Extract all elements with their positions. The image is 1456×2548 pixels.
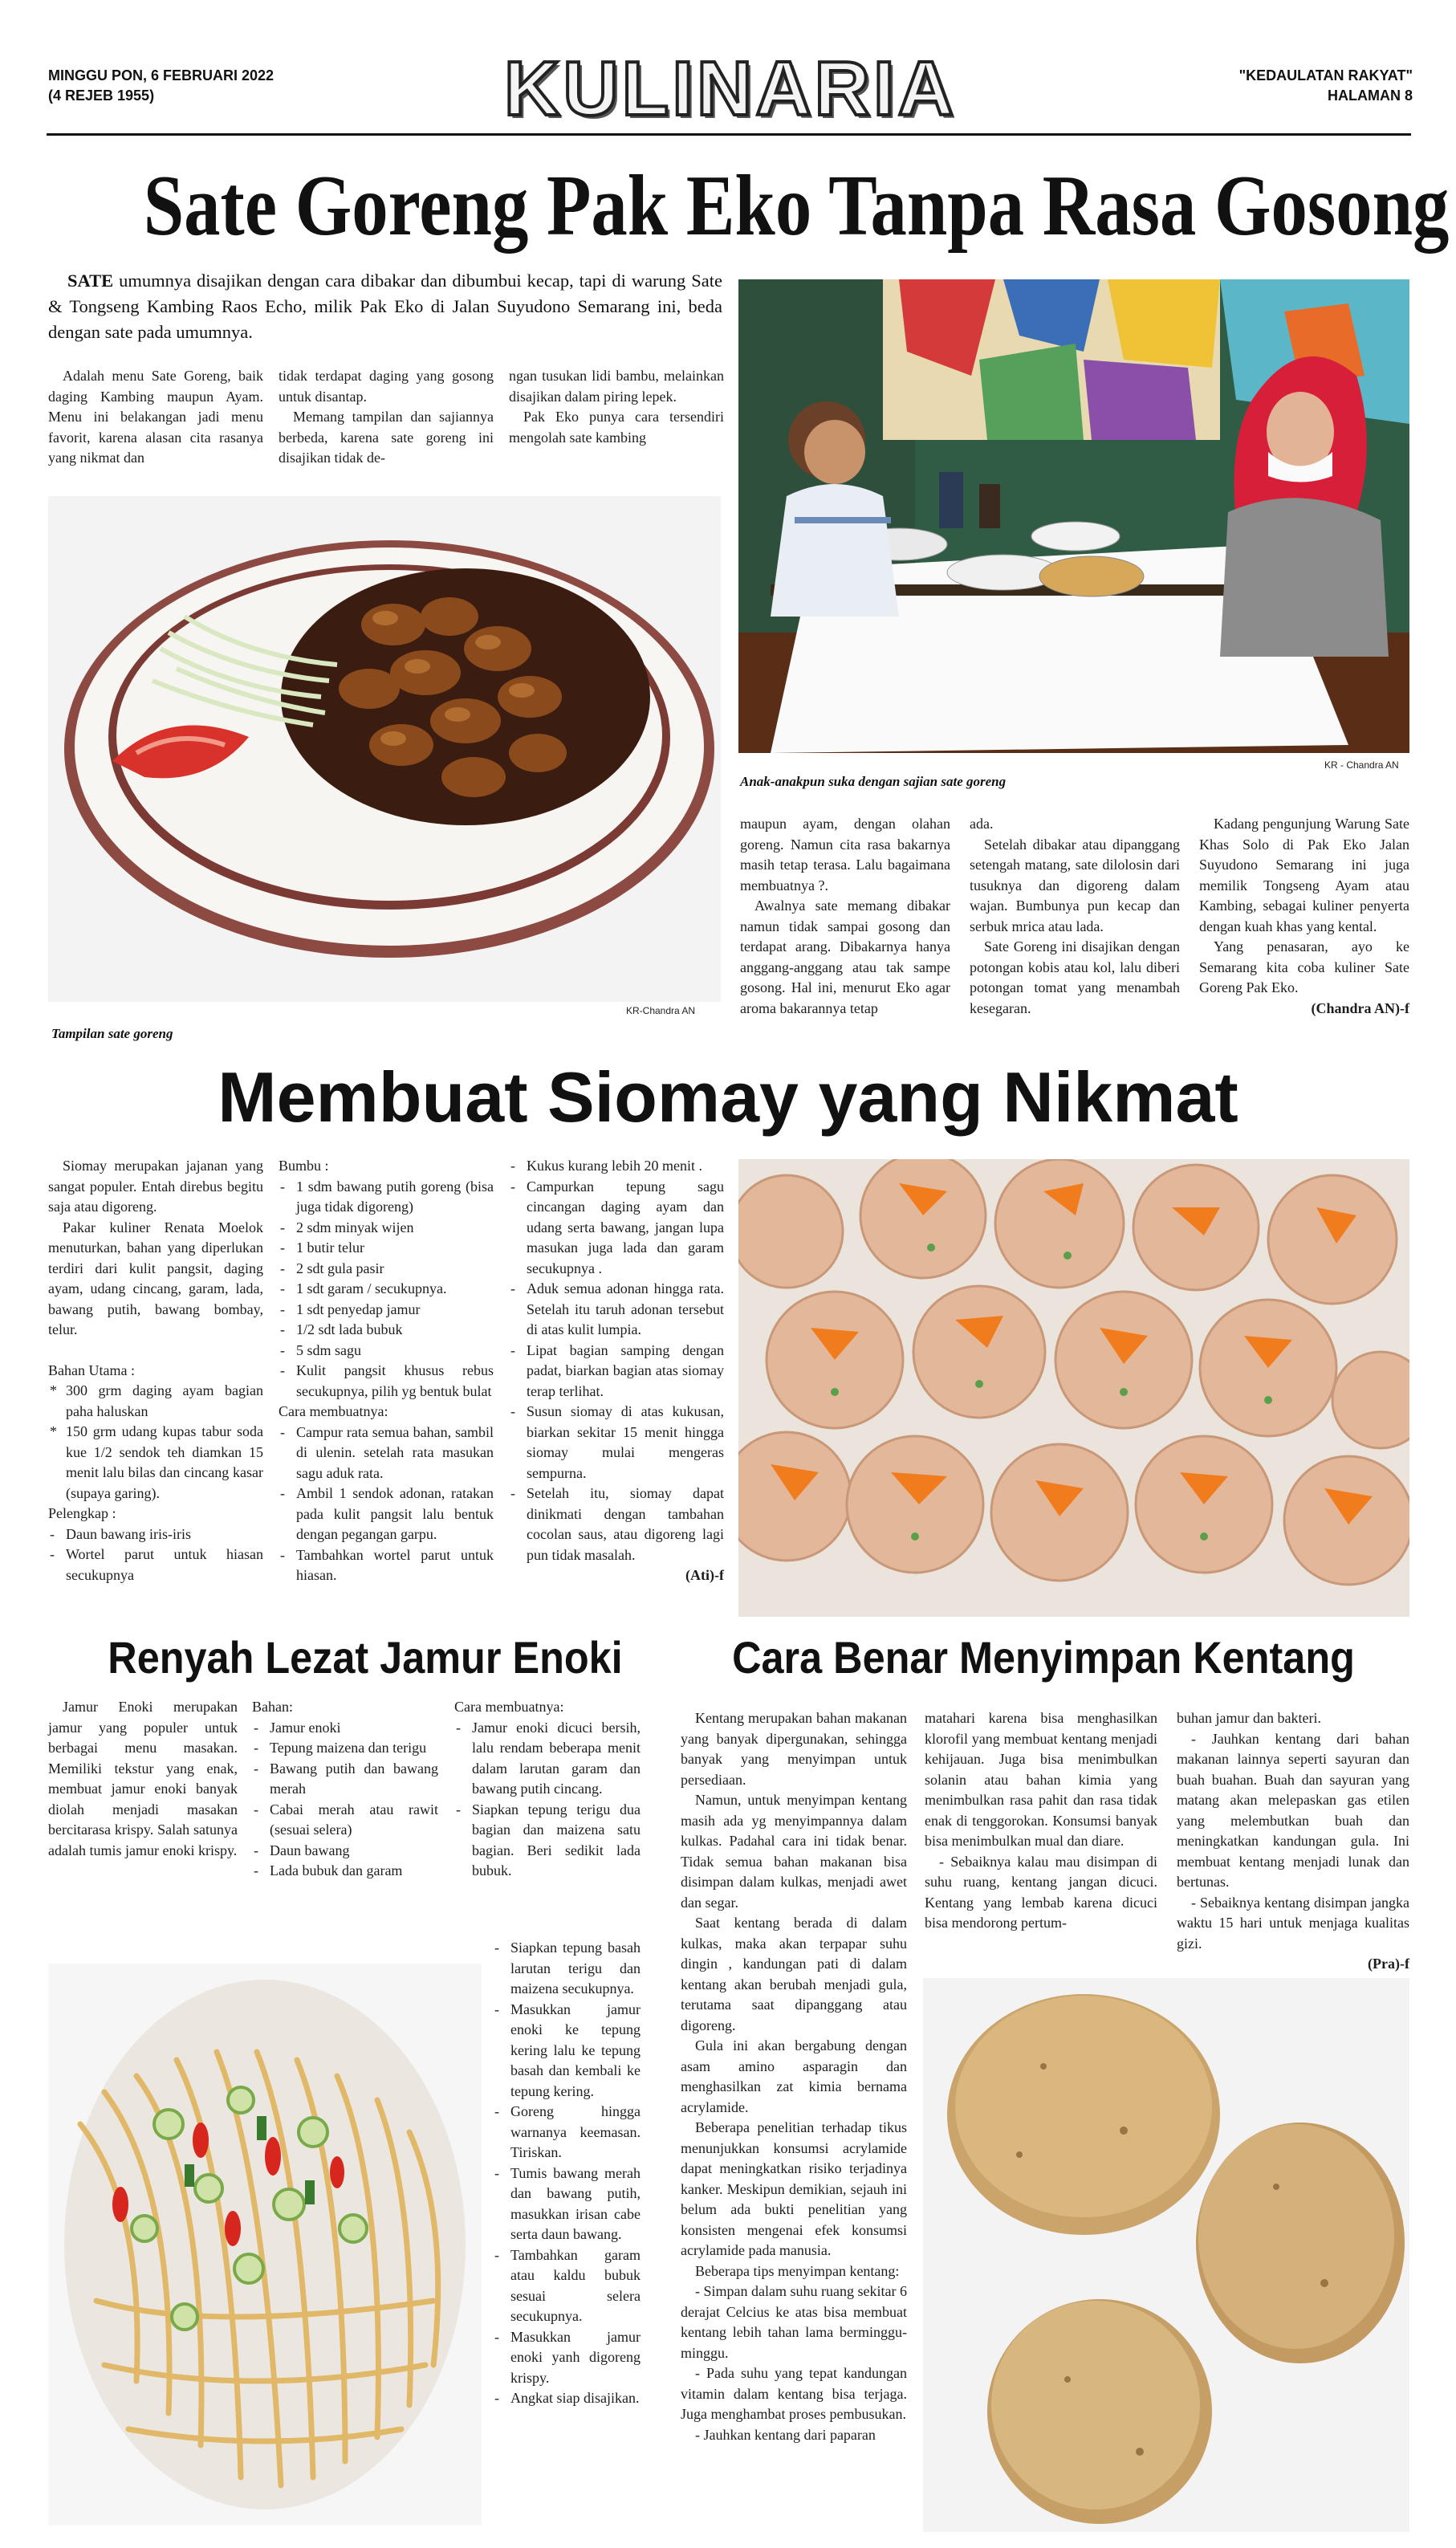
pelengkap-heading: Pelengkap :	[48, 1505, 116, 1521]
masthead: KULINARIA	[504, 46, 957, 132]
list-item: - 5 sdm sagu	[279, 1341, 494, 1362]
article1-title: Sate Goreng Pak Eko Tanpa Rasa Gosong	[143, 158, 1450, 254]
article3-title: Renyah Lezat Jamur Enoki	[108, 1632, 623, 1683]
article2-col2	[279, 1156, 494, 1586]
list-item: - Setelah itu, siomay dapat dinikmati dengan tambahan cocolan saus, atau digoreng lagi pun tidak masalah.	[509, 1484, 724, 1565]
list-item: - 1 sdt penyedap jamur	[279, 1300, 494, 1321]
bahan-utama-heading: Bahan Utama :	[48, 1362, 135, 1378]
cara-heading: Cara membuatnya:	[279, 1403, 388, 1419]
list-item: - Lada bubuk dan garam	[252, 1861, 438, 1882]
cara-list-part1	[279, 1423, 494, 1586]
list-item: - Aduk semua adonan hingga rata. Setelah itu taruh adonan tersebut di atas kulit lumpia.	[509, 1279, 724, 1341]
article1-col5: ada. Setelah dibakar atau dipanggang setengah matang, sate dilolosin dari tusuknya dan digoreng dalam wajan. Bumbunya pun kecap dan serbuk mrica atau lada. Sate Goreng ini disajikan dengan potongan kobis atau kol, lalu diberi potongan tomat yang menambah kesegaran.	[970, 816, 1180, 1016]
bahan-utama-list	[48, 1381, 263, 1504]
list-item: - Kulit pangsit khusus rebus secukupnya, pilih yg bentuk bulat	[279, 1361, 494, 1402]
list-item: - Goreng hingga warnanya keemasan. Tiriskan.	[493, 2102, 641, 2163]
enoki-cara-list-part1	[454, 1718, 641, 1882]
sate-photo-caption: Tampilan sate goreng	[51, 1026, 173, 1041]
list-item: - Kukus kurang lebih 20 menit .	[509, 1156, 724, 1177]
list-item: - 1/2 sdt lada bubuk	[279, 1320, 494, 1341]
article4-col3: buhan jamur dan bakteri. - Jauhkan kentang dari bahan makanan lainnya seperti sayuran dan buah buahan. Buah dan sayuran yang matang akan melepaskan gas etilen yang melembutkan buah dan meningkatkan kandungan gula. Ini membuat kentang menjadi lunak dan bertunas. - Sebaiknya kentang disimpan jangka waktu 15 hari untuk menjaga kualitas gizi. (Pra)-f	[1177, 1708, 1409, 1975]
list-item: - Masukkan jamur enoki ke tepung kering lalu ke tepung basah dan kembali ke tepung kering.	[493, 2000, 641, 2102]
list-item: - Siapkan tepung terigu dua bagian dan maizena satu bagian. Beri sedikit lada bubuk.	[454, 1800, 641, 1882]
lead-dropword: SATE	[67, 271, 114, 291]
page-number: HALAMAN 8	[1328, 88, 1413, 104]
article3-col1: Jamur Enoki merupakan jamur yang populer untuk berbagai menu masakan. Memiliki tekstur yang enak, membuat jamur enoki banyak diolah menjadi masakan bercitarasa krispy. Salah satunya adalah tumis jamur enoki krispy.	[48, 1699, 238, 1858]
list-item: - Ambil 1 sendok adonan, ratakan pada kulit pangsit lalu bentuk dengan pegangan garpu.	[279, 1484, 494, 1545]
list-item: - Tepung maizena dan terigu	[252, 1738, 438, 1759]
enoki-cara-heading: Cara membuatnya:	[454, 1699, 564, 1715]
article4-col1: Kentang merupakan bahan makanan yang banyak dipergunakan, sehingga banyak yang menyimpan untuk persediaan. Namun, untuk menyimpan kentang masih ada yg menyimpannya dalam kulkas. Padahal cara ini tidak benar. Tidak semua bahan makanan bisa disimpan dalam kulkas, menjadi awet dan segar. Saat kentang berada di dalam kulkas, maka akan terpapar suhu dingin , kandungan pati di dalam kentang akan berubah menjadi gula, terutama saat dipanggang atau digoreng. Gula ini akan bergabung dengan asam amino asparagin dan menghasilkan zat kimia bernama acrylamide. Beberapa penelitian terhadap tikus menunjukkan konsumsi acrylamide dapat meningkatkan risiko terjadinya kanker. Meskipun demikian, sejauh ini belum ada bukti penelitian yang konsisten mengenai efek konsumsi acrylamide pada manusia. Beberapa tips menyimpan kentang: - Simpan dalam suhu ruang sekitar 6 derajat Celcius ke atas bisa membuat kentang lebih tahan lama berminggu-minggu. - Pada suhu yang tepat kandungan vitamin dalam kentang bisa terjaga. Juga menghambat proses pembusukan. - Jauhkan kentang dari paparan	[681, 1710, 907, 2443]
list-item: - Cabai merah atau rawit (sesuai selera)	[252, 1800, 438, 1841]
list-item: - Angkat siap disajikan.	[493, 2388, 641, 2409]
potato-illustration	[923, 1978, 1409, 2532]
javanese-date: (4 REJEB 1955)	[48, 88, 155, 104]
list-item: - Campur rata semua bahan, sambil di ulenin. setelah rata masukan sagu aduk rata.	[279, 1423, 494, 1484]
date-line-block	[48, 66, 321, 106]
restaurant-photo-credit: KR - Chandra AN	[1324, 759, 1399, 771]
list-item: - 2 sdm minyak wijen	[279, 1218, 494, 1239]
enoki-cara-list-part2	[493, 1938, 641, 2409]
list-item: - Jamur enoki dicuci bersih, lalu rendam beberapa menit dalam larutan garam dan bawang putih cincang.	[454, 1718, 641, 1800]
list-item: - 2 sdt gula pasir	[279, 1259, 494, 1280]
siomay-photo	[738, 1159, 1409, 1617]
list-item: - Tambahkan wortel parut untuk hiasan.	[279, 1545, 494, 1586]
article1-signature: (Chandra AN)-f	[1311, 999, 1409, 1016]
bumbu-heading: Bumbu :	[279, 1158, 329, 1174]
restaurant-photo-caption: Anak-anakpun suka dengan sajian sate goreng	[740, 774, 1007, 789]
sate-goreng-photo	[48, 496, 721, 1002]
siomay-illustration	[738, 1159, 1409, 1617]
list-item: - Susun siomay di atas kukusan, biarkan sekitar 15 menit hingga siomay mulai mengeras sempurna.	[509, 1402, 724, 1484]
list-item: - Bawang putih dan bawang merah	[252, 1759, 438, 1800]
restaurant-photo	[738, 279, 1409, 753]
header-rule	[47, 133, 1411, 136]
cara-list-part2	[509, 1156, 724, 1565]
article1-col6: Kadang pengunjung Warung Sate Khas Solo di Pak Eko Jalan Suyudono Semarang ini juga memilik Tongseng Ayam atau Kambing, sebagai kuliner penyerta dengan kuah khas yang kental. Yang penasaran, ayo ke Semarang kita coba kuliner Sate Goreng Pak Eko. (Chandra AN)-f	[1199, 814, 1409, 1019]
enoki-bahan-list	[252, 1718, 438, 1882]
restaurant-illustration	[738, 279, 1409, 753]
article2-col3	[509, 1156, 724, 1586]
list-item: - 1 sdt garam / secukupnya.	[279, 1279, 494, 1300]
pelengkap-list	[48, 1524, 263, 1586]
list-item: - Lipat bagian samping dengan padat, biarkan bagian atas siomay terap terlihat.	[509, 1341, 724, 1402]
article3-col2	[252, 1697, 438, 1882]
article2-title: Membuat Siomay yang Nikmat	[218, 1057, 1238, 1137]
list-item: - Daun bawang iris-iris	[48, 1524, 263, 1545]
article1-col4: maupun ayam, dengan olahan goreng. Namun cita rasa bakarnya masih tetap terasa. Lalu bagaimana membuatnya ?. Awalnya sate memang dibakar namun tidak sampai gosong dan terdapat arang. Dibakarnya hanya anggang-anggang atau tak sampe gosong. Hal ini, menurut Eko agar aroma bakarannya tetap	[740, 816, 950, 1016]
article1-col2: tidak terdapat daging yang gosong untuk disantap. Memang tampilan dan sajiannya berbeda, karena sate goreng ini disajikan tidak de-	[279, 368, 494, 466]
list-item: - Masukkan jamur enoki yanh digoreng krispy.	[493, 2327, 641, 2389]
list-item: - Tambahkan garam atau kaldu bubuk sesuai selera secukupnya.	[493, 2245, 641, 2327]
list-item: - 1 sdm bawang putih goreng (bisa juga tidak digoreng)	[279, 1177, 494, 1218]
enoki-bahan-heading: Bahan:	[252, 1699, 293, 1715]
list-item: - Tumis bawang merah dan bawang putih, masukkan irisan cabe serta daun bawang.	[493, 2163, 641, 2245]
article3-col3b	[493, 1938, 641, 2409]
list-item: * 150 grm udang kupas tabur soda kue 1/2 sendok teh diamkan 15 menit lalu bilas dan cincang kasar (supaya garing).	[48, 1422, 263, 1504]
article4-title: Cara Benar Menyimpan Kentang	[732, 1632, 1355, 1683]
enoki-photo	[48, 1964, 482, 2526]
list-item: - Campurkan tepung sagu cincangan daging ayam dan udang serta bawang, jangan lupa masukan juga lada dan garam secukupnya .	[509, 1177, 724, 1280]
list-item: - Daun bawang	[252, 1841, 438, 1862]
article3-col3a	[454, 1697, 641, 1882]
article4-signature: (Pra)-f	[1368, 1956, 1409, 1972]
paper-name: "KEDAULATAN RAKYAT"	[1238, 67, 1413, 83]
potato-photo	[923, 1978, 1409, 2532]
list-item: - 1 butir telur	[279, 1238, 494, 1259]
date-line: MINGGU PON, 6 FEBRUARI 2022	[48, 67, 275, 83]
paper-info	[1148, 66, 1413, 106]
list-item: * 300 grm daging ayam bagian paha haluskan	[48, 1381, 263, 1422]
sate-photo-credit: KR-Chandra AN	[626, 1005, 696, 1016]
article1-lead: SATE umumnya disajikan dengan cara dibakar dan dibumbui kecap, tapi di warung Sate & Tongseng Kambing Raos Echo, milik Pak Eko di Jalan Suyudono Semarang ini, beda dengan sate pada umumnya.	[48, 271, 722, 342]
list-item: - Siapkan tepung basah larutan terigu dan maizena secukupnya.	[493, 1938, 641, 2000]
article2-col1: Siomay merupakan jajanan yang sangat populer. Entah direbus begitu saja atau digoreng. Pakar kuliner Renata Moelok menuturkan, bahan yang diperlukan terdiri dari kulit pangsit, daging ayam, udang cincang, garam, lada, bawang putih, bawang bombay, telur. Bahan Utama : * 300 grm daging ayam bagian paha haluskan * 150 grm udang kupas tabur soda kue 1/2 sendok teh diamkan 15 menit lalu bilas dan cincang kasar (supaya garing). Pelengkap : - Daun bawang iris-iris - Wortel parut untuk hiasan secukupnya	[48, 1156, 263, 1585]
bumbu-list	[279, 1177, 494, 1402]
article1-col1: Adalah menu Sate Goreng, baik daging Kambing maupun Ayam. Menu ini belakangan jadi menu favorit, karena alasan cita rasanya yang nikmat dan	[48, 368, 263, 466]
article4-col2: matahari karena bisa menghasilkan klorofil yang membuat kentang menjadi kehijauan. Juga bisa menimbulkan solanin atau bahan kimia yang menimbulkan rasa pahit dan rasa tidak enak di tenggorokan. Konsumsi banyak bisa menimbulkan mual dan diare. - Sebaiknya kalau mau disimpan di suhu ruang, kentang jangan dicuci. Kentang yang lembab karena dicuci bisa mendorong pertum-	[925, 1710, 1157, 1931]
list-item: - Jamur enoki	[252, 1718, 438, 1739]
sate-plate-illustration	[48, 496, 721, 1002]
article1-col3: ngan tusukan lidi bambu, melainkan disajikan dalam piring lepek. Pak Eko punya cara tersendiri mengolah sate kambing	[509, 368, 724, 446]
enoki-illustration	[48, 1964, 482, 2526]
list-item: - Wortel parut untuk hiasan secukupnya	[48, 1545, 263, 1585]
article2-signature: (Ati)-f	[685, 1567, 724, 1583]
